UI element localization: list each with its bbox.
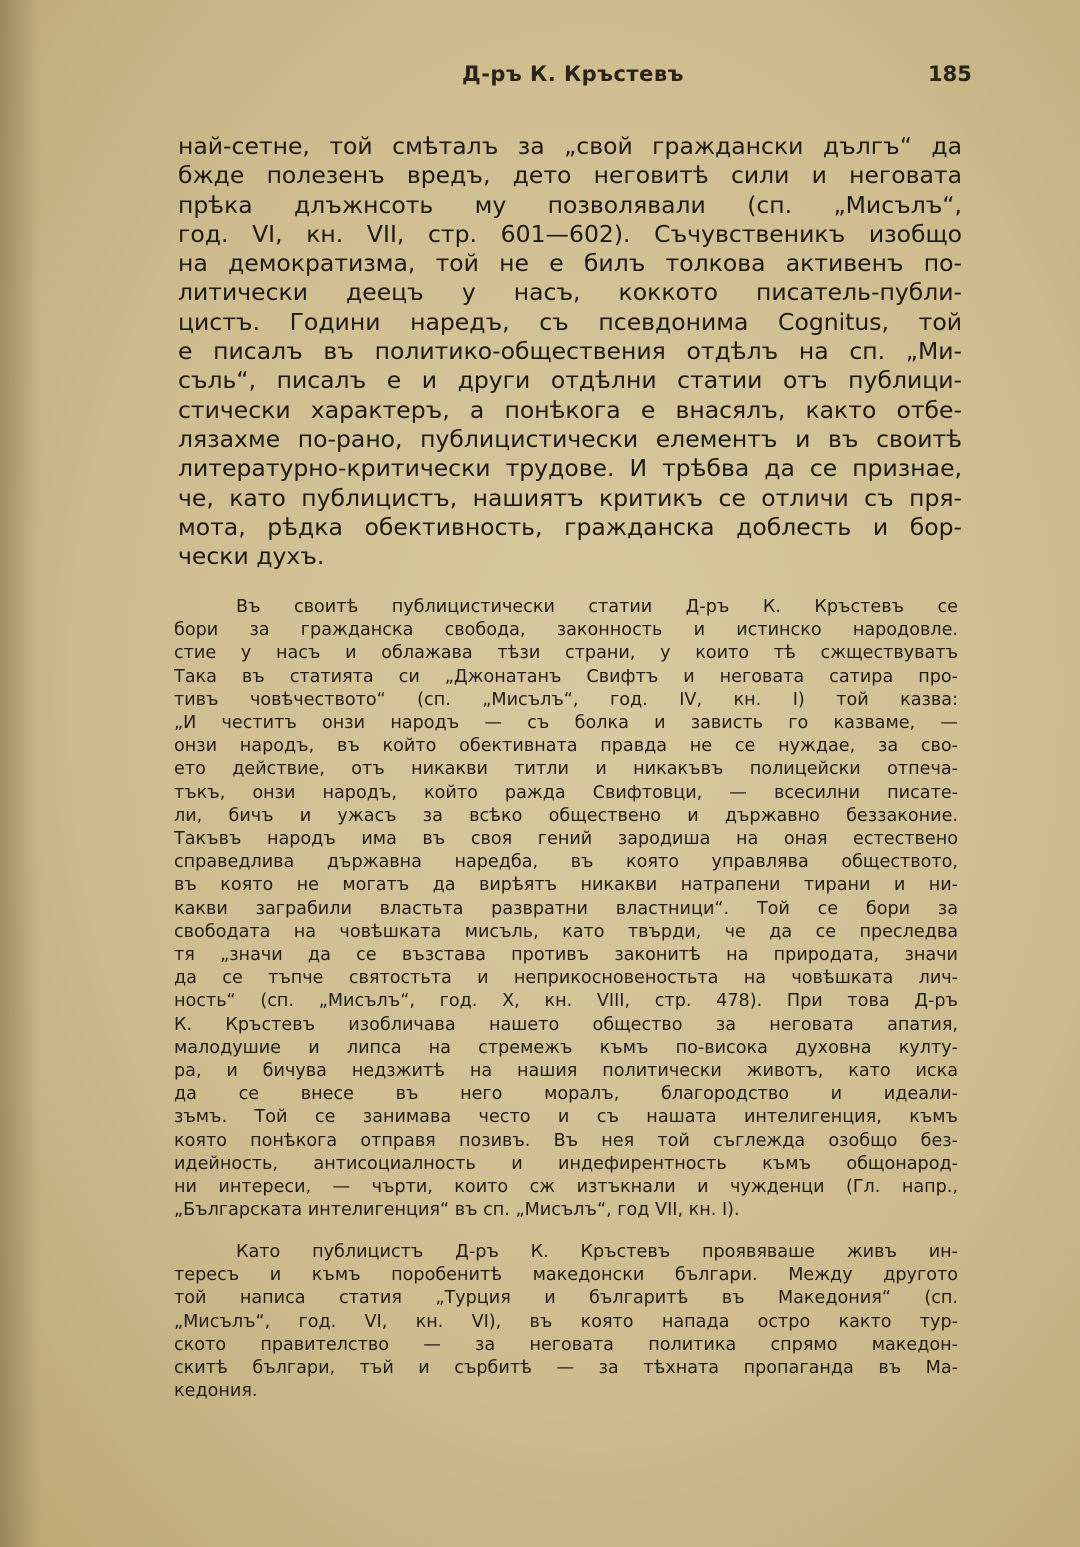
paragraph-small-2 bbox=[174, 1241, 958, 1403]
text-line: Като публицистъ Д-ръ К. Кръстевъ проявяваше живъ ин- bbox=[236, 1242, 958, 1262]
text-line: на демократизма, той не е билъ толкова активенъ по- bbox=[178, 249, 962, 278]
text-line: ни интереси, — чърти, които сж изтъкнали и чужденци (Гл. напр., bbox=[174, 1177, 958, 1198]
text-line: кедония. bbox=[174, 1381, 258, 1402]
text-line: цистъ. Години наредъ, съ псевдонима Cognitus, той bbox=[178, 307, 962, 336]
text-line: малодушие и липса на стремежъ къмъ по-висока духовна култу- bbox=[174, 1037, 958, 1058]
text-line: той написа статия „Турция и българитѣ въ Македония“ (сп. bbox=[174, 1288, 958, 1309]
text-line: най-сетне, той смѣталъ за „свой граждански дългъ“ да bbox=[178, 132, 962, 160]
text-line: прѣка длъжнсоть му позволявали (сп. „Мисълъ“, bbox=[178, 190, 962, 219]
text-line: литически деецъ у насъ, коккото писатель-публи- bbox=[178, 278, 962, 307]
text-line: въ която не могатъ да вирѣятъ никакви натрапени тирани и ни- bbox=[174, 875, 958, 896]
text-line: идейность, антисоциалность и индефирентность къмъ общонарод- bbox=[174, 1153, 958, 1174]
text-line: която понѣкога отправя позивъ. Въ нея той съглежда озобщо без- bbox=[174, 1130, 958, 1151]
text-line: литературно-критически трудове. И трѣбва да се признае, bbox=[178, 454, 962, 483]
text-line: К. Кръстевъ изобличава нашето общество за неговата апатия, bbox=[174, 1014, 958, 1035]
running-head: Д-ръ К. Кръстевъ bbox=[462, 62, 684, 86]
text-line: лязахме по-рано, публицистически елементъ и въ своитѣ bbox=[178, 424, 962, 453]
text-line: „Българската интелигенция“ въ сп. „Мисълъ“, год VII, кн. I). bbox=[174, 1200, 740, 1221]
text-line: ското правителство — за неговата политика спрямо македон- bbox=[174, 1334, 958, 1355]
text-line: какви заграбили властьта развратни властници“. Той се бори за bbox=[174, 898, 958, 919]
page-number: 185 bbox=[928, 62, 972, 86]
page-spine-shadow bbox=[0, 0, 40, 1547]
text-line: онзи народъ, въ който обективната правда не се нуждае, за сво- bbox=[174, 736, 958, 757]
text-line: чески духъ. bbox=[178, 542, 325, 571]
text-line: съль“, писалъ е и други отдѣлни статии отъ публици- bbox=[178, 366, 962, 395]
text-line: „И честитъ онзи народъ — съ болка и зависть го казваме, — bbox=[174, 713, 958, 734]
page-header bbox=[0, 58, 1080, 98]
text-line: е писалъ въ политико-обществения отдѣлъ на сп. „Ми- bbox=[178, 337, 962, 366]
text-line: бори за гражданска свобода, законность и истинско народовле. bbox=[174, 620, 958, 641]
text-line: „Мисълъ“, год. VI, кн. VI), въ която нападa остро както тур- bbox=[174, 1311, 958, 1332]
text-line: стически характеръ, а понѣкога е внасялъ, както отбе- bbox=[178, 395, 962, 424]
text-line: зъмъ. Той се занимава често и съ нашата интелигенция, къмъ bbox=[174, 1107, 958, 1128]
paragraph-small-1 bbox=[174, 596, 958, 1222]
text-line: тя „значи да се възстава противъ законитѣ на природата, значи bbox=[174, 945, 958, 966]
text-line: ность“ (сп. „Мисълъ“, год. X, кн. VIII, стр. 478). При това Д-ръ bbox=[174, 991, 958, 1012]
paragraph-large bbox=[178, 132, 962, 571]
text-line: тъкъ, онзи народъ, който ражда Свифтовци, — всесилни писате- bbox=[174, 782, 958, 803]
text-line: ли, бичъ и ужасъ за всѣко обществено и държавно беззаконие. bbox=[174, 805, 958, 826]
text-line: год. VI, кн. VII, стр. 601—602). Съчувственикъ изобщо bbox=[178, 219, 962, 248]
text-line: справедлива държавна наредба, въ която управлява обществото, bbox=[174, 852, 958, 873]
text-line: бжде полезенъ вредъ, дето неговитѣ сили и неговата bbox=[178, 161, 962, 190]
text-line: да се тъпче святостьта и неприкосновеностьта на човѣшката лич- bbox=[174, 968, 958, 989]
text-line: да се внесе въ него моралъ, благородство и идеали- bbox=[174, 1084, 958, 1105]
text-line: ето действие, отъ никакви титли и никакъвъ полицейски отпеча- bbox=[174, 759, 958, 780]
text-line: Такъвъ народъ има въ своя гений зародиша на оная естествено bbox=[174, 829, 958, 850]
text-line: ра, и бичува недзжитѣ на нашия политически животъ, като иска bbox=[174, 1061, 958, 1082]
text-line: стие у насъ и облажава тѣзи страни, у които тѣ сжществуватъ bbox=[174, 643, 958, 664]
text-line: тересъ и къмъ поробенитѣ македонски българи. Между другото bbox=[174, 1265, 958, 1286]
text-line: тивъ човѣчеството“ (сп. „Мисълъ“, год. IV, кн. I) той казва: bbox=[174, 689, 958, 710]
text-line: скитѣ българи, тъй и сърбитѣ — за тѣхната пропаганда въ Ма- bbox=[174, 1358, 958, 1379]
text-line: свободата на човѣшката мисъль, като твърди, че да се преследва bbox=[174, 921, 958, 942]
text-line: мота, рѣдка обективность, гражданска доблесть и бор- bbox=[178, 512, 962, 541]
text-line: Въ своитѣ публицистически статии Д-ръ К. Кръстевъ се bbox=[236, 597, 958, 617]
text-line: Така въ статията си „Джонатанъ Свифтъ и неговата сатира про- bbox=[174, 666, 958, 687]
text-line: че, като публицистъ, нашиятъ критикъ се отличи съ пря- bbox=[178, 483, 962, 512]
